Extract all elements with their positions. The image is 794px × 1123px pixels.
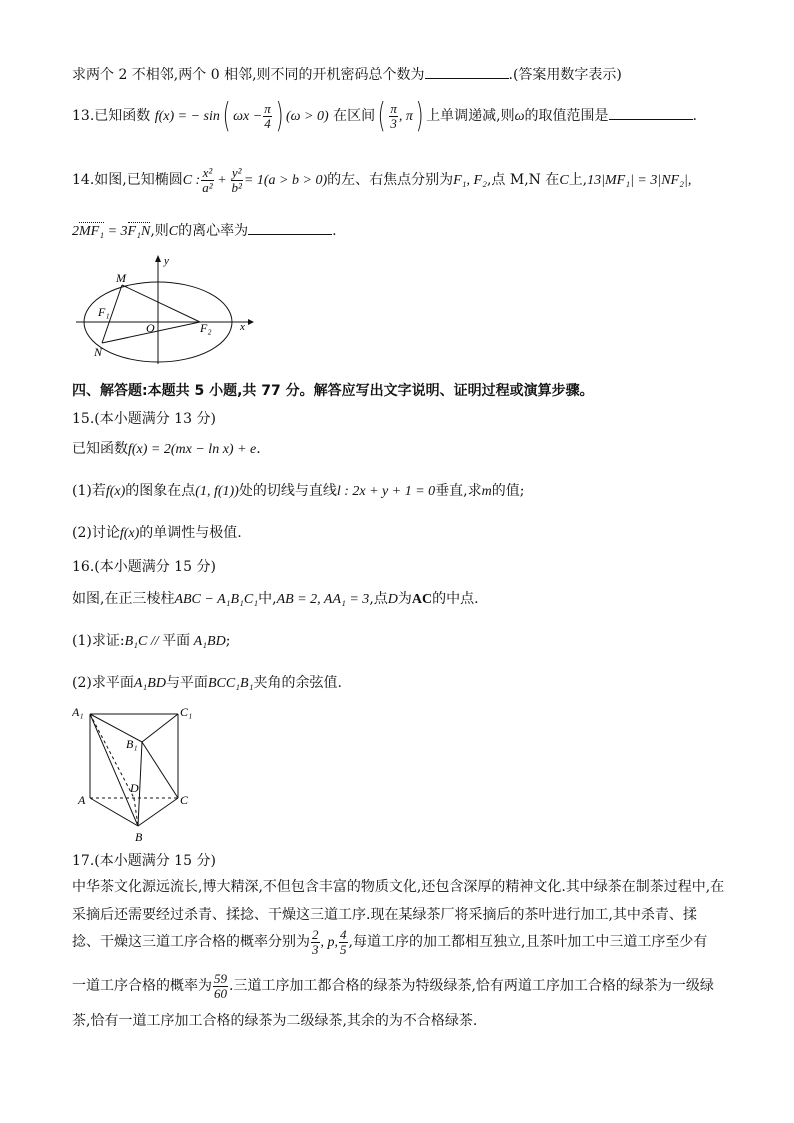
label-b: B <box>135 830 143 844</box>
q14-curve: C <box>559 173 569 188</box>
q16-segment-ac: AC <box>411 592 433 607</box>
q17-line4-text2: .三道工序加工都合格的绿茶为特级绿茶,恰有两道工序加工合格的绿茶为一级绿 <box>229 978 714 994</box>
q14-equation: = 1(a > b > 0) <box>243 173 328 188</box>
q17-line-2: 采摘后还需要经过杀青、揉捻、干燥这三道工序.现在某绿茶厂将采摘后的茶叶进行加工,其中杀青、揉 <box>72 907 697 923</box>
q15-part-2 <box>72 522 242 542</box>
q14-text-eccentricity: 的离心率为 <box>178 223 249 239</box>
paren-left: ( <box>222 96 231 136</box>
question-13 <box>72 96 697 136</box>
label-n: N <box>94 345 103 359</box>
q14-text-on: 上, <box>568 172 588 188</box>
prism-figure <box>72 700 202 845</box>
q16-p1-end: ; <box>225 633 231 649</box>
paren-right: ) <box>275 96 284 136</box>
q14-curve-name: C : <box>182 173 201 188</box>
q17-line3-text2: ,每道工序的加工都相互独立,且茶叶加工中三道工序至少有 <box>348 934 708 950</box>
vector-mf1: MF₁ <box>79 224 105 239</box>
q16-text-i: 的中点. <box>432 591 479 607</box>
q16-text-e: ,点 <box>369 591 388 607</box>
q16-text-g: 为 <box>397 591 412 607</box>
q15-p1-text2: 处的切线与直线 <box>238 483 337 499</box>
segment-b1c <box>142 742 178 798</box>
q13-function: f(x) = − sin <box>154 109 220 124</box>
q13-period: . <box>692 108 697 124</box>
q16-text-c: 中, <box>258 591 277 607</box>
fraction-2-3: $\frac{2}{3}$ <box>312 926 319 957</box>
q15-given-text: 已知函数 <box>72 441 128 457</box>
fraction-x2-a2: $\frac{\text{x²}}{\text{a²}}$ <box>202 164 213 195</box>
q13-text-decreasing: 上单调递减,则 <box>426 108 515 124</box>
segment-a1d-hidden <box>90 714 134 798</box>
q14-text-foci: 的左、右焦点分别为 <box>327 172 454 188</box>
label-d: D <box>130 781 139 795</box>
q16-text-a: 如图,在正三棱柱 <box>72 591 175 607</box>
fraction-pi-over-4: $\frac{\pi}{4}$ <box>264 100 271 131</box>
q16-p2-text: 与平面 <box>165 675 208 691</box>
q17-header: 17.(本小题满分 15 分) <box>72 853 216 869</box>
paren-left: ( <box>377 96 386 136</box>
q15-part-1 <box>72 480 524 500</box>
q16-point-d: D <box>387 592 398 607</box>
q16-p2-plane1: A₁BD <box>133 676 166 691</box>
q15-p1-label: (1)若 <box>72 483 106 499</box>
answer-blank <box>609 107 693 120</box>
vector-f1n: F₁N <box>127 224 151 239</box>
q15-p2-func: f(x) <box>119 526 140 541</box>
q13-number: 13.已知函数 <box>72 108 151 124</box>
q16-p1-plane-word: 平面 <box>162 633 191 649</box>
section-heading: 四、解答题:本题共 5 小题,共 77 分。解答应写出文字说明、证明过程或演算步骤。 <box>72 383 594 399</box>
q16-p1-plane: A₁BD <box>190 634 226 649</box>
edge-b1c1 <box>142 714 178 742</box>
fraction-pi-over-3: $\frac{\pi}{3}$ <box>390 100 397 131</box>
fraction-y2-b2: $\frac{\text{y²}}{\text{b²}}$ <box>231 164 242 195</box>
q14-condition-1: 13|MF₁| = 3|NF₂|, <box>587 173 692 188</box>
q14-foci: F₁, F₂ <box>453 173 487 188</box>
q17-line4-text: 一道工序合格的概率为 <box>72 978 212 994</box>
q16-p2-label: (2)求平面 <box>72 675 134 691</box>
q14-eq3: = 3 <box>104 224 128 239</box>
q14-coef: 2 <box>72 224 79 239</box>
q16-header: 16.(本小题满分 15 分) <box>72 559 216 575</box>
q15-p2-text: 的单调性与极值. <box>139 525 242 541</box>
q15-p1-text4: 的值; <box>491 483 525 499</box>
q13-inner: ωx − <box>233 109 263 124</box>
segment-mf2 <box>122 285 200 322</box>
q12-text: 求两个 2 不相邻,两个 0 相邻,则不同的开机密码总个数为 <box>72 67 425 83</box>
q17-line3-text: 捻、干燥这三道工序合格的概率分别为 <box>72 934 310 950</box>
q15-p2-label: (2)讨论 <box>72 525 120 541</box>
label-m: M <box>116 271 126 285</box>
q15-p1-text3: 垂直,求 <box>435 483 482 499</box>
q15-p1-line: l : 2x + y + 1 = 0 <box>336 484 436 499</box>
q17-line-3 <box>72 924 707 960</box>
q15-p1-func: f(x) <box>105 484 126 499</box>
q17-p: , p, <box>320 935 338 950</box>
q16-lengths: AB = 2, AA₁ = 3 <box>276 592 370 607</box>
q16-part-2 <box>72 672 342 692</box>
label-x: x <box>240 321 245 333</box>
q13-text-range: 的取值范围是 <box>524 108 609 124</box>
label-f2: F₂ <box>200 321 212 335</box>
q15-p1-point: (1, f(1)) <box>195 484 239 499</box>
q16-p2-plane2: BCC₁B₁ <box>207 676 254 691</box>
q12-note: .(答案用数字表示) <box>508 67 622 83</box>
paren-right: ) <box>415 96 424 136</box>
label-a1: A₁ <box>72 705 84 719</box>
q14-period: . <box>332 223 337 239</box>
q14-number: 14.如图,已知椭圆 <box>72 172 183 188</box>
q14-curve: C <box>168 224 179 239</box>
label-o: O <box>146 321 155 335</box>
x-axis-arrow <box>248 319 254 325</box>
label-b1: B₁ <box>126 737 138 751</box>
ellipse-figure <box>72 252 262 368</box>
q17-line-4 <box>72 968 714 1004</box>
label-c1: C₁ <box>180 705 193 719</box>
answer-blank <box>425 66 509 79</box>
answer-blank <box>248 222 332 235</box>
q14-text-then: ,则 <box>150 223 169 239</box>
label-c: C <box>180 793 189 807</box>
q15-header: 15.(本小题满分 13 分) <box>72 411 216 427</box>
q14-text-points: ,点 M,N 在 <box>486 172 560 188</box>
q15-p1-m: m <box>481 484 492 499</box>
q13-omega: ω <box>514 109 525 124</box>
q16-given <box>72 588 479 608</box>
fraction-4-5: $\frac{4}{5}$ <box>340 926 347 957</box>
q12-tail-line <box>72 64 622 84</box>
label-y: y <box>164 255 169 267</box>
edge-ab <box>90 798 138 826</box>
q15-given-period: . <box>256 441 261 457</box>
q15-p1-text: 的图象在点 <box>125 483 196 499</box>
q13-condition: (ω > 0) <box>285 109 329 124</box>
q13-text-interval: 在区间 <box>333 108 376 124</box>
q16-p1-line: B₁C // <box>124 634 163 649</box>
q16-prism: ABC − A₁B₁C₁ <box>174 592 259 607</box>
question-14: 14.如图,已知椭圆C : $\frac{\text{x²}}{\text{a²}}$ + $\frac{\text{y²}}{\text{b²}}$ = 1(a > b > 0)的左、右焦点分别为F₁, F₂,点 M,N 在C上,13|MF₁| = 3|NF₂|, <box>72 164 692 195</box>
y-axis-arrow <box>155 255 161 262</box>
q13-interval-end: , π <box>398 109 413 124</box>
q15-given <box>72 438 261 458</box>
q16-p2-end: 夹角的余弦值. <box>253 675 342 691</box>
q17-line-5: 茶,恰有一道工序加工合格的绿茶为二级绿茶,其余的为不合格绿茶. <box>72 1013 478 1029</box>
label-a: A <box>78 793 86 807</box>
edge-bc <box>138 798 178 826</box>
q17-line-1: 中华茶文化源远流长,博大精深,不但包含丰富的物质文化,还包含深厚的精神文化.其中绿茶在制茶过程中,在 <box>72 879 725 895</box>
q15-function: f(x) = 2(mx − ln x) + e <box>128 442 257 457</box>
question-14-line-2 <box>72 220 337 240</box>
label-f1: F₁ <box>98 305 110 319</box>
fraction-59-60: $\frac{59}{60}$ <box>214 970 227 1001</box>
segment-a1b <box>90 714 138 826</box>
q16-part-1 <box>72 630 230 650</box>
q16-p1-label: (1)求证: <box>72 633 125 649</box>
